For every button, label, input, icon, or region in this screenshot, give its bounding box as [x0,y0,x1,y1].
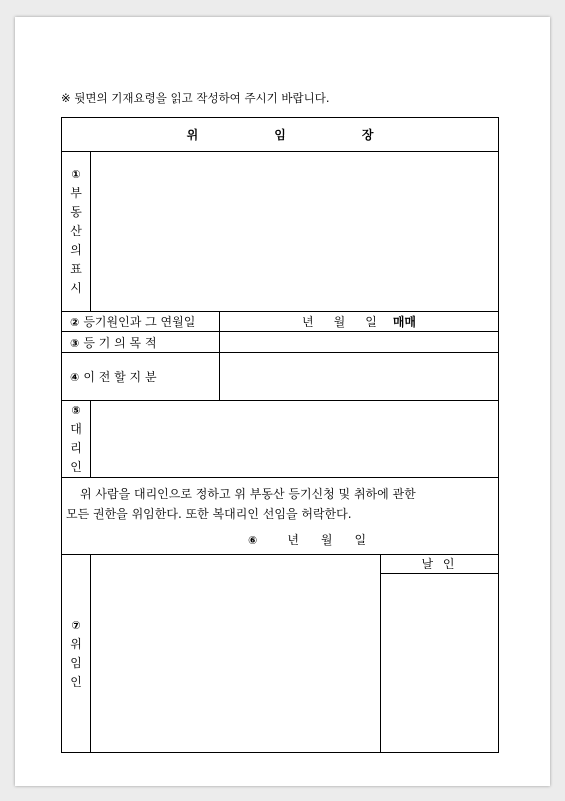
delegation-statement: 위 사람을 대리인으로 정하고 위 부동산 등기신청 및 취하에 관한 모든 권한을 위임한다. 또한 복대리인 선임을 허락한다. ⑥ 년 월 일 [62,478,499,555]
share-label: ④ 이 전 할 지 분 [62,353,220,401]
agent-field[interactable] [91,401,499,478]
share-field[interactable] [220,353,499,401]
agent-label: ⑤ 대 리 인 [62,401,91,478]
property-label: ① 부 동 산 의 표 시 [62,152,91,312]
seal-label: 날 인 [381,555,498,574]
form-title: 위 임 장 [62,118,499,152]
seal-cell[interactable] [381,555,499,753]
purpose-label: ③ 등 기 의 목 적 [62,332,220,353]
purpose-field[interactable] [220,332,499,353]
delegator-field[interactable] [91,555,381,753]
property-description-field[interactable] [91,152,499,312]
cause-date-field[interactable]: 년 월 일 매매 [220,312,499,332]
cause-label: ② 등기원인과 그 연월일 [62,312,220,332]
power-of-attorney-form [61,117,499,753]
notice-text: ※ 뒷면의 기재요령을 읽고 작성하여 주시기 바랍니다. [61,91,330,105]
delegator-label: ⑦ 위 임 인 [62,555,91,753]
delegation-date[interactable]: ⑥ 년 월 일 [248,533,367,547]
